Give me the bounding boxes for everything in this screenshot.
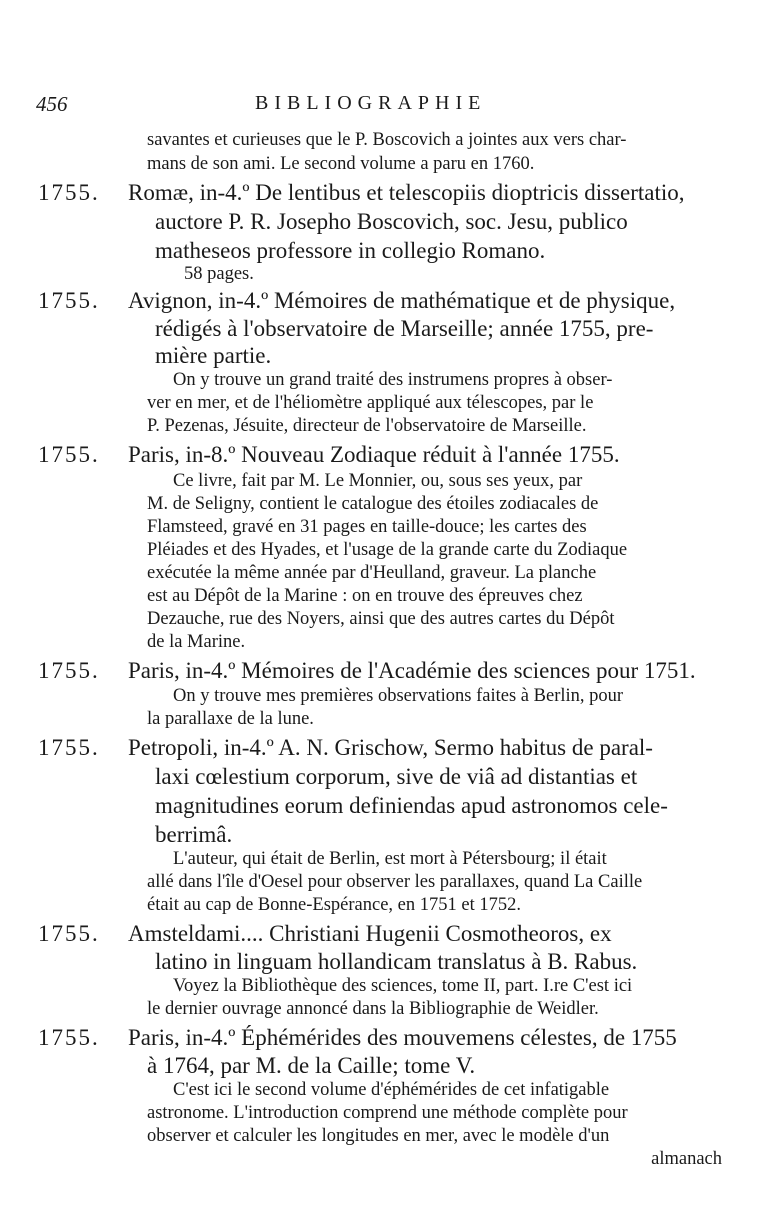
entry-year: 1755. bbox=[38, 735, 100, 760]
catchword: almanach bbox=[651, 1149, 722, 1169]
entry-year: 1755. bbox=[38, 180, 100, 205]
entry-title-line: Paris, in-8.º Nouveau Zodiaque réduit à l'année 1755. bbox=[128, 442, 620, 467]
entry-note-line: allé dans l'île d'Oesel pour observer les parallaxes, quand La Caille bbox=[147, 872, 643, 892]
entry-note-line: L'auteur, qui était de Berlin, est mort à Pétersbourg; il était bbox=[173, 849, 607, 869]
entry-note-line: Pléiades et des Hyades, et l'usage de la grande carte du Zodiaque bbox=[147, 540, 628, 560]
entry-title-line: Petropoli, in-4.º A. N. Grischow, Sermo habitus de paral- bbox=[128, 735, 653, 760]
entry-title-line: Amsteldami.... Christiani Hugenii Cosmotheoros, ex bbox=[128, 921, 612, 946]
entry-year: 1755. bbox=[38, 1025, 100, 1050]
entry-note-line: Voyez la Bibliothèque des sciences, tome II, part. I.re C'est ici bbox=[173, 976, 633, 996]
entry-note-line: le dernier ouvrage annoncé dans la Bibliographie de Weidler. bbox=[147, 999, 599, 1019]
text-line: mans de son ami. Le second volume a paru en 1760. bbox=[147, 154, 535, 174]
entry-note-line: On y trouve un grand traité des instrumens propres à obser- bbox=[173, 370, 613, 390]
entry-note-line: On y trouve mes premières observations faites à Berlin, pour bbox=[173, 686, 624, 706]
entry-note-line: Dezauche, rue des Noyers, ainsi que des autres cartes du Dépôt bbox=[147, 609, 615, 629]
entry-note-line: observer et calculer les longitudes en mer, avec le modèle d'un bbox=[147, 1126, 610, 1146]
running-title: BIBLIOGRAPHIE bbox=[255, 92, 487, 114]
entry-note-line: astronome. L'introduction comprend une méthode complète pour bbox=[147, 1103, 628, 1123]
entry-note-line: P. Pezenas, Jésuite, directeur de l'observatoire de Marseille. bbox=[147, 416, 587, 436]
entry-note-line: M. de Seligny, contient le catalogue des étoiles zodiacales de bbox=[147, 494, 599, 514]
entry-year: 1755. bbox=[38, 658, 100, 683]
entry-year: 1755. bbox=[38, 442, 100, 467]
entry-title-line: matheseos professore in collegio Romano. bbox=[155, 238, 546, 263]
entry-title-line: à 1764, par M. de la Caille; tome V. bbox=[147, 1053, 476, 1078]
entry-title-line: rédigés à l'observatoire de Marseille; année 1755, pre- bbox=[155, 316, 654, 341]
entry-title-line: Paris, in-4.º Mémoires de l'Académie des sciences pour 1751. bbox=[128, 658, 696, 683]
entry-note-line: était au cap de Bonne-Espérance, en 1751 et 1752. bbox=[147, 895, 521, 915]
entry-note-line: Ce livre, fait par M. Le Monnier, ou, sous ses yeux, par bbox=[173, 471, 583, 491]
entry-note-line: C'est ici le second volume d'éphémérides de cet infatigable bbox=[173, 1080, 610, 1100]
entry-note-line: Flamsteed, gravé en 31 pages en taille-douce; les cartes des bbox=[147, 517, 587, 537]
entry-year: 1755. bbox=[38, 921, 100, 946]
entry-title-line: magnitudines eorum definiendas apud astronomos cele- bbox=[155, 793, 668, 818]
entry-note-line: la parallaxe de la lune. bbox=[147, 709, 314, 729]
entry-note-line: ver en mer, et de l'héliomètre appliqué aux télescopes, par le bbox=[147, 393, 594, 413]
text-line: savantes et curieuses que le P. Boscovich a jointes aux vers char- bbox=[147, 130, 627, 150]
entry-title-line: Avignon, in-4.º Mémoires de mathématique et de physique, bbox=[128, 288, 676, 313]
entry-title-line: Paris, in-4.º Éphémérides des mouvemens célestes, de 1755 bbox=[128, 1025, 677, 1050]
entry-title-line: mière partie. bbox=[155, 343, 272, 368]
running-head bbox=[0, 92, 766, 122]
entry-title-line: berrimâ. bbox=[155, 822, 233, 847]
entry-title-line: latino in linguam hollandicam translatus à B. Rabus. bbox=[155, 949, 638, 974]
entry-year: 1755. bbox=[38, 288, 100, 313]
entry-title-line: auctore P. R. Josepho Boscovich, soc. Jesu, publico bbox=[155, 209, 628, 234]
entry-note-line: est au Dépôt de la Marine : on en trouve des épreuves chez bbox=[147, 586, 583, 606]
entry-title-line: Romæ, in-4.º De lentibus et telescopiis dioptricis dissertatio, bbox=[128, 180, 685, 205]
page-number: 456 bbox=[36, 92, 68, 116]
entry-title-line: laxi cœlestium corporum, sive de viâ ad distantias et bbox=[155, 764, 638, 789]
entry-note-line: exécutée la même année par d'Heulland, graveur. La planche bbox=[147, 563, 597, 583]
entry-note-line: 58 pages. bbox=[184, 264, 254, 284]
entry-note-line: de la Marine. bbox=[147, 632, 246, 652]
